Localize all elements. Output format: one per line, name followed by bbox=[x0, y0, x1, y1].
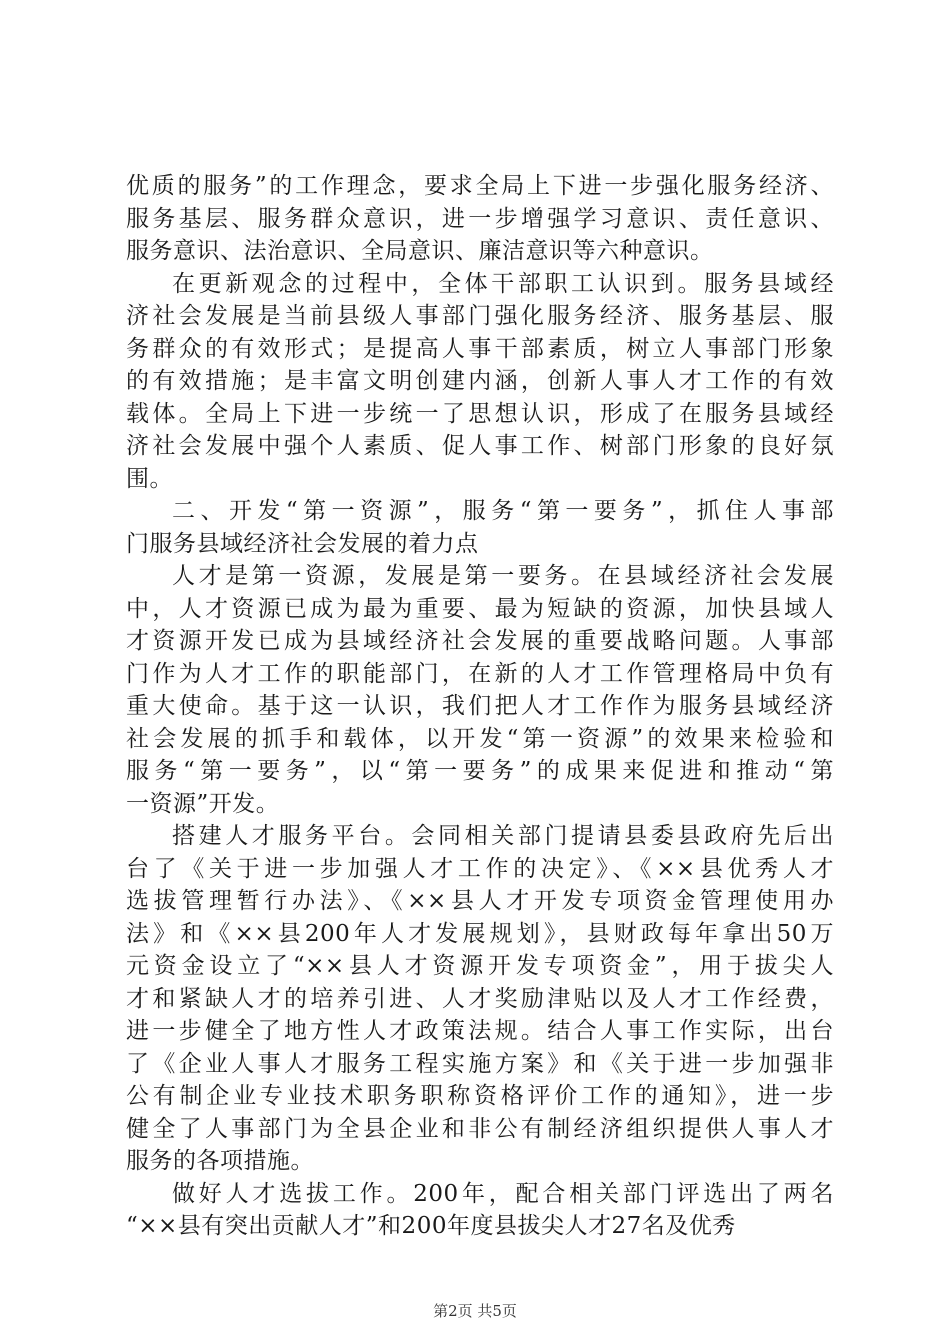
text-line: 载体。全局上下进一步统一了思想认识，形成了在服务县域经 bbox=[126, 400, 834, 427]
text-line: 人才是第一资源，发展是第一要务。在县域经济社会发展 bbox=[172, 563, 834, 589]
text-line: 台了《关于进一步加强人才工作的决定》、《××县优秀人才 bbox=[126, 855, 834, 882]
paragraph bbox=[126, 560, 834, 820]
text-line: 济社会发展是当前县级人事部门强化服务经济、服务基层、服 bbox=[126, 303, 834, 329]
text-line: 围。 bbox=[126, 465, 173, 492]
paragraph bbox=[126, 268, 834, 496]
text-line: 选拔管理暂行办法》、《××县人才开发专项资金管理使用办 bbox=[126, 888, 834, 914]
text-line: 的有效措施；是丰富文明创建内涵，创新人事人才工作的有效 bbox=[126, 368, 834, 394]
paragraph bbox=[126, 495, 834, 560]
text-line: 济社会发展中强个人素质、促人事工作、树部门形象的良好氛 bbox=[126, 433, 834, 459]
text-line: 做好人才选拔工作。200年，配合相关部门评选出了两名 bbox=[172, 1180, 834, 1207]
text-line: 服务意识、法治意识、全局意识、廉洁意识等六种意识。 bbox=[126, 238, 714, 264]
text-line: 才资源开发已成为县域经济社会发展的重要战略问题。人事部 bbox=[126, 628, 834, 654]
text-line: “××县有突出贡献人才”和200年度县拔尖人才27名及优秀 bbox=[126, 1213, 736, 1239]
document-body bbox=[126, 170, 834, 1243]
text-line: 搭建人才服务平台。会同相关部门提请县委县政府先后出 bbox=[172, 823, 834, 849]
text-line: 社会发展的抓手和载体，以开发“第一资源”的效果来检验和 bbox=[126, 725, 834, 752]
text-line: 优质的服务”的工作理念，要求全局上下进一步强化服务经济、 bbox=[126, 173, 834, 199]
text-line: 进一步健全了地方性人才政策法规。结合人事工作实际，出台 bbox=[126, 1018, 834, 1044]
text-line: 了《企业人事人才服务工程实施方案》和《关于进一步加强非 bbox=[126, 1050, 834, 1077]
text-line: 中，人才资源已成为最为重要、最为短缺的资源，加快县域人 bbox=[126, 595, 834, 622]
paragraph bbox=[126, 820, 834, 1178]
text-line: 公有制企业专业技术职务职称资格评价工作的通知》，进一步 bbox=[126, 1083, 834, 1109]
page-number-footer: 第2页 共5页 bbox=[433, 1302, 517, 1320]
text-line: 重大使命。基于这一认识，我们把人才工作作为服务县域经济 bbox=[126, 693, 834, 719]
paragraph bbox=[126, 170, 834, 268]
paragraph bbox=[126, 1178, 834, 1243]
text-line: 才和紧缺人才的培养引进、人才奖励津贴以及人才工作经费， bbox=[126, 985, 834, 1012]
text-line: 务群众的有效形式；是提高人事干部素质，树立人事部门形象 bbox=[126, 335, 834, 362]
text-line: 在更新观念的过程中，全体干部职工认识到。服务县域经 bbox=[172, 270, 834, 297]
text-line: 一资源”开发。 bbox=[126, 790, 280, 817]
text-line: 服务基层、服务群众意识，进一步增强学习意识、责任意识、 bbox=[126, 205, 834, 232]
text-line: 门作为人才工作的职能部门，在新的人才工作管理格局中负有 bbox=[126, 660, 834, 687]
text-line: 门服务县域经济社会发展的着力点 bbox=[126, 530, 479, 557]
text-line: 服务“第一要务”，以“第一要务”的成果来促进和推动“第 bbox=[126, 758, 834, 784]
text-line: 二、开发“第一资源”，服务“第一要务”，抓住人事部 bbox=[172, 498, 834, 524]
text-line: 服务的各项措施。 bbox=[126, 1148, 314, 1174]
text-line: 健全了人事部门为全县企业和非公有制经济组织提供人事人才 bbox=[126, 1115, 834, 1142]
text-line: 法》和《××县200年人才发展规划》，县财政每年拿出50万 bbox=[126, 920, 834, 947]
text-line: 元资金设立了“××县人才资源开发专项资金”，用于拔尖人 bbox=[126, 953, 834, 979]
